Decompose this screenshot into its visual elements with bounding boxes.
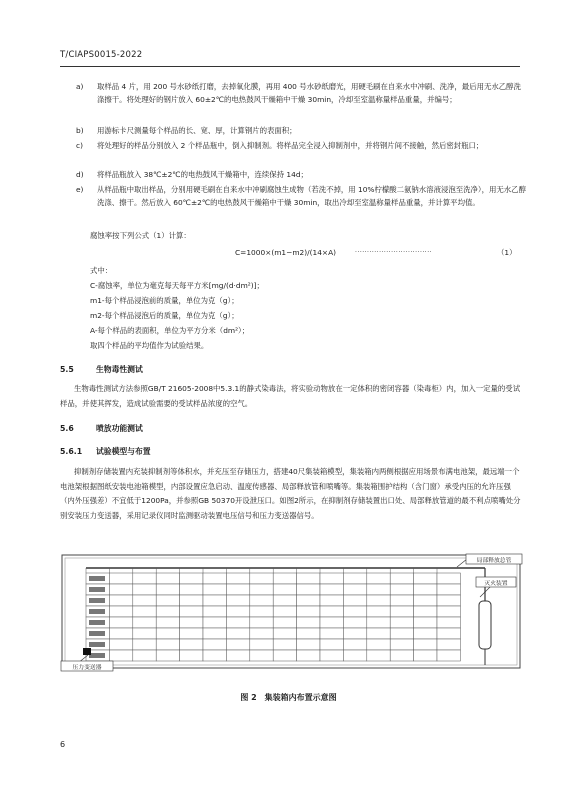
rack-cell bbox=[273, 595, 296, 606]
item-text: 取样品 4 片，用 200 号水砂纸打磨，去掉氧化膜，再用 400 号水砂纸磨光，用硬毛刷在自来水中冲刷、洗净，最后用无水乙醇洗涤擦干。将处理好的钢片放入 60±2℃的电热鼓风干燥箱中干燥 30min，冷却至室温称量样品重量，并编号； bbox=[97, 82, 521, 105]
rack-cell bbox=[414, 628, 437, 639]
rack-cell bbox=[180, 584, 203, 595]
rack-cell bbox=[437, 639, 460, 650]
rack-cell bbox=[109, 617, 132, 628]
item-text: 将样品瓶放入 38℃±2℃的电热鼓风干燥箱中，连续保持 14d； bbox=[97, 170, 308, 179]
rack-cell bbox=[133, 650, 156, 661]
rack-cell bbox=[203, 617, 226, 628]
rack-cell bbox=[226, 595, 249, 606]
rack-cell bbox=[226, 584, 249, 595]
rack-cell bbox=[414, 617, 437, 628]
section-title: 喷放功能测试 bbox=[96, 424, 143, 433]
rack-cell bbox=[273, 617, 296, 628]
rack-cell bbox=[156, 628, 179, 639]
section-number: 5.5 bbox=[60, 365, 74, 374]
section-heading-5-6-1 bbox=[60, 446, 151, 457]
rack-cell bbox=[343, 584, 366, 595]
rack-cell bbox=[273, 628, 296, 639]
rack-cell bbox=[180, 573, 203, 584]
pipe-label: 局部释放总管 bbox=[476, 558, 512, 564]
rack-cell bbox=[297, 628, 320, 639]
rack-cell bbox=[343, 595, 366, 606]
rack-cell bbox=[320, 584, 343, 595]
variable-definition: A-每个样品的表面积，单位为平方分米（dm²）； bbox=[90, 326, 250, 335]
battery-box-model bbox=[89, 653, 105, 658]
battery-box-model bbox=[89, 576, 105, 581]
rack-cell bbox=[109, 628, 132, 639]
rack-cell bbox=[250, 617, 273, 628]
rack-cell bbox=[203, 584, 226, 595]
rack-cell bbox=[250, 606, 273, 617]
rack-cell bbox=[133, 639, 156, 650]
rack-cell bbox=[203, 639, 226, 650]
sensor-label: 压力变送器 bbox=[72, 665, 102, 671]
rack-cell bbox=[109, 639, 132, 650]
rack-cell bbox=[437, 595, 460, 606]
rack-cell bbox=[250, 595, 273, 606]
procedure-item-a bbox=[76, 80, 526, 107]
extinguishing-device bbox=[479, 601, 491, 649]
section-title: 试验模型与布置 bbox=[96, 447, 151, 456]
rack-cell bbox=[320, 639, 343, 650]
rack-cell bbox=[367, 650, 390, 661]
rack-cell bbox=[273, 606, 296, 617]
rack-cell bbox=[297, 573, 320, 584]
rack-cell bbox=[343, 628, 366, 639]
rack-cell bbox=[156, 650, 179, 661]
formula-expression: C=1000×(m1−m2)/(14×A) bbox=[235, 248, 337, 257]
where-label: 式中： bbox=[90, 266, 113, 275]
rack-cell bbox=[414, 650, 437, 661]
container-layout-diagram bbox=[60, 553, 530, 683]
section-body-5-6-1: 抑制剂存储装置内充装抑制剂等体积水，并充压至存储压力，搭建40尺集装箱模型，集装箱内两侧根据应用场景布满电池架，最远端一个电池架根据图纸安装电池箱模型，内部设置应急启动、温度传感器、局部释放管和喷嘴等。集装箱围护结构（含门窗）承受内压的允许压强（内外压强差）不宜低于1200Pa，并参照GB 50370开设泄压口。如图2所示，在抑制剂存储装置出口处、局部释放管道的最不利点喷嘴处分别安装压力变送器，采用记录仪同时监测驱动装置电压信号和压力变送器信号。 bbox=[60, 467, 521, 520]
rack-cell bbox=[203, 573, 226, 584]
rack-cell bbox=[156, 584, 179, 595]
rack-cell bbox=[180, 595, 203, 606]
rack-cell bbox=[390, 595, 413, 606]
rack-cell bbox=[320, 617, 343, 628]
rack-cell bbox=[226, 573, 249, 584]
rack-cell bbox=[203, 650, 226, 661]
rack-cell bbox=[367, 606, 390, 617]
rack-cell bbox=[133, 595, 156, 606]
variable-definition: m2-每个样品浸泡后的质量，单位为克（g）； bbox=[90, 311, 239, 320]
rack-cell bbox=[297, 639, 320, 650]
rack-cell bbox=[203, 606, 226, 617]
rack-cell bbox=[367, 617, 390, 628]
formula-leader-dots: ································ bbox=[355, 249, 433, 256]
pressure-sensor-icon bbox=[83, 648, 91, 655]
item-marker: b) bbox=[76, 126, 84, 135]
rack-cell bbox=[437, 606, 460, 617]
rack-cell bbox=[180, 606, 203, 617]
rack-cell bbox=[273, 639, 296, 650]
section-heading-5-5 bbox=[60, 364, 143, 375]
rack-cell bbox=[297, 606, 320, 617]
rack-cell bbox=[156, 617, 179, 628]
rack-cell bbox=[203, 628, 226, 639]
battery-box-model bbox=[89, 642, 105, 647]
rack-cell bbox=[226, 639, 249, 650]
rack-cell bbox=[250, 573, 273, 584]
rack-cell bbox=[180, 650, 203, 661]
rack-cell bbox=[297, 595, 320, 606]
rack-cell bbox=[343, 639, 366, 650]
item-marker: d) bbox=[76, 170, 84, 179]
item-text: 将处理好的样品分别放入 2 个样品瓶中，倒入抑制剂。将样品完全浸入抑制剂中，并将钢片间不接触，然后密封瓶口； bbox=[97, 141, 484, 150]
section-title: 生物毒性测试 bbox=[96, 365, 143, 374]
section-number: 5.6.1 bbox=[60, 447, 83, 456]
item-marker: a) bbox=[76, 82, 84, 91]
procedure-item-d bbox=[76, 168, 526, 181]
rack-cell bbox=[273, 573, 296, 584]
rack-cell bbox=[437, 584, 460, 595]
variable-definition: m1-每个样品浸泡前的质量，单位为克（g）； bbox=[90, 296, 239, 305]
rack-cell bbox=[250, 650, 273, 661]
rack-cell bbox=[390, 584, 413, 595]
rack-cell bbox=[367, 584, 390, 595]
rack-cell bbox=[109, 595, 132, 606]
rack-cell bbox=[297, 584, 320, 595]
item-text: 用游标卡尺测量每个样品的长、宽、厚，计算钢片的表面积； bbox=[97, 126, 297, 135]
rack-cell bbox=[133, 573, 156, 584]
rack-cell bbox=[390, 617, 413, 628]
rack-cell bbox=[367, 595, 390, 606]
rack-cell bbox=[156, 639, 179, 650]
leader-line-pipe bbox=[457, 559, 467, 567]
procedure-item-e bbox=[76, 183, 526, 210]
result-note: 取四个样品的平均值作为试验结果。 bbox=[90, 341, 209, 350]
rack-cell bbox=[250, 639, 273, 650]
rack-cell bbox=[390, 639, 413, 650]
rack-cell bbox=[226, 650, 249, 661]
rack-cell bbox=[390, 606, 413, 617]
battery-box-model bbox=[89, 631, 105, 636]
rack-cell bbox=[180, 617, 203, 628]
rack-cell bbox=[109, 573, 132, 584]
procedure-item-c bbox=[76, 139, 526, 152]
rack-cell bbox=[156, 595, 179, 606]
figure-caption: 图 2 集装箱内布置示意图 bbox=[240, 693, 337, 702]
procedure-item-b bbox=[76, 124, 526, 137]
rack-cell bbox=[156, 573, 179, 584]
rack-cell bbox=[367, 573, 390, 584]
rack-cell bbox=[226, 617, 249, 628]
device-label: 灭火装置 bbox=[484, 581, 508, 587]
rack-cell bbox=[250, 628, 273, 639]
rack-cell bbox=[414, 584, 437, 595]
rack-cell bbox=[109, 606, 132, 617]
rack-cell bbox=[390, 650, 413, 661]
rack-cell bbox=[414, 639, 437, 650]
rack-cell bbox=[320, 628, 343, 639]
rack-cell bbox=[320, 573, 343, 584]
page-number: 6 bbox=[60, 740, 66, 749]
rack-cell bbox=[109, 650, 132, 661]
rack-cell bbox=[226, 628, 249, 639]
header-rule bbox=[60, 66, 520, 67]
rack-cell bbox=[226, 606, 249, 617]
rack-cell bbox=[437, 617, 460, 628]
section-heading-5-6 bbox=[60, 423, 143, 434]
rack-cell bbox=[320, 606, 343, 617]
rack-cell bbox=[180, 639, 203, 650]
rack-cell bbox=[414, 573, 437, 584]
section-number: 5.6 bbox=[60, 424, 74, 433]
rack-cell bbox=[250, 584, 273, 595]
rack-cell bbox=[414, 606, 437, 617]
rack-cell bbox=[297, 617, 320, 628]
battery-box-model bbox=[89, 620, 105, 625]
battery-box-model bbox=[89, 587, 105, 592]
rack-cell bbox=[203, 595, 226, 606]
battery-box-model bbox=[89, 598, 105, 603]
section-body-5-5: 生物毒性测试方法参照GB/T 21605-2008中5.3.1的静式染毒法，将实验动物放在一定体积的密闭容器（染毒柜）内，加入一定量的受试样品，并使其挥发，造成试验需要的受试样品浓度的空气。 bbox=[60, 384, 521, 408]
rack-cell bbox=[367, 628, 390, 639]
rack-cell bbox=[320, 595, 343, 606]
rack-cell bbox=[390, 628, 413, 639]
rack-cell bbox=[437, 650, 460, 661]
rack-cell bbox=[343, 606, 366, 617]
rack-cell bbox=[320, 650, 343, 661]
formula-number: （1） bbox=[497, 248, 517, 257]
rack-cell bbox=[297, 650, 320, 661]
rack-cell bbox=[343, 617, 366, 628]
rack-cell bbox=[133, 584, 156, 595]
item-text: 从样品瓶中取出样品，分别用硬毛刷在自来水中冲刷腐蚀生成物（若洗不掉，用 10%柠檬酸二氨钠水溶液浸泡至洗净），用无水乙醇洗涤、擦干。然后放入 60℃±2℃的电热鼓风干燥箱中干燥 30min，取出冷却至室温称量样品重量，并计算平均值。 bbox=[97, 185, 526, 208]
battery-box-model bbox=[89, 609, 105, 614]
formula-intro: 腐蚀率按下列公式（1）计算： bbox=[90, 231, 191, 240]
rack-cell bbox=[156, 606, 179, 617]
rack-cell bbox=[133, 617, 156, 628]
rack-cell bbox=[437, 628, 460, 639]
rack-cell bbox=[343, 650, 366, 661]
item-marker: c) bbox=[76, 141, 83, 150]
rack-cell bbox=[273, 650, 296, 661]
rack-cell bbox=[390, 573, 413, 584]
rack-cell bbox=[133, 606, 156, 617]
rack-cell bbox=[273, 584, 296, 595]
rack-cell bbox=[414, 595, 437, 606]
variable-definition: C-腐蚀率，单位为毫克每天每平方米[mg/(d·dm²)]； bbox=[90, 281, 264, 290]
rack-cell bbox=[367, 639, 390, 650]
battery-racks bbox=[86, 568, 460, 661]
rack-cell bbox=[343, 573, 366, 584]
rack-cell bbox=[133, 628, 156, 639]
rack-cell bbox=[109, 584, 132, 595]
document-code: T/CIAPS0015-2022 bbox=[60, 50, 143, 60]
rack-cell bbox=[437, 573, 460, 584]
rack-cell bbox=[180, 628, 203, 639]
item-marker: e) bbox=[76, 185, 84, 194]
